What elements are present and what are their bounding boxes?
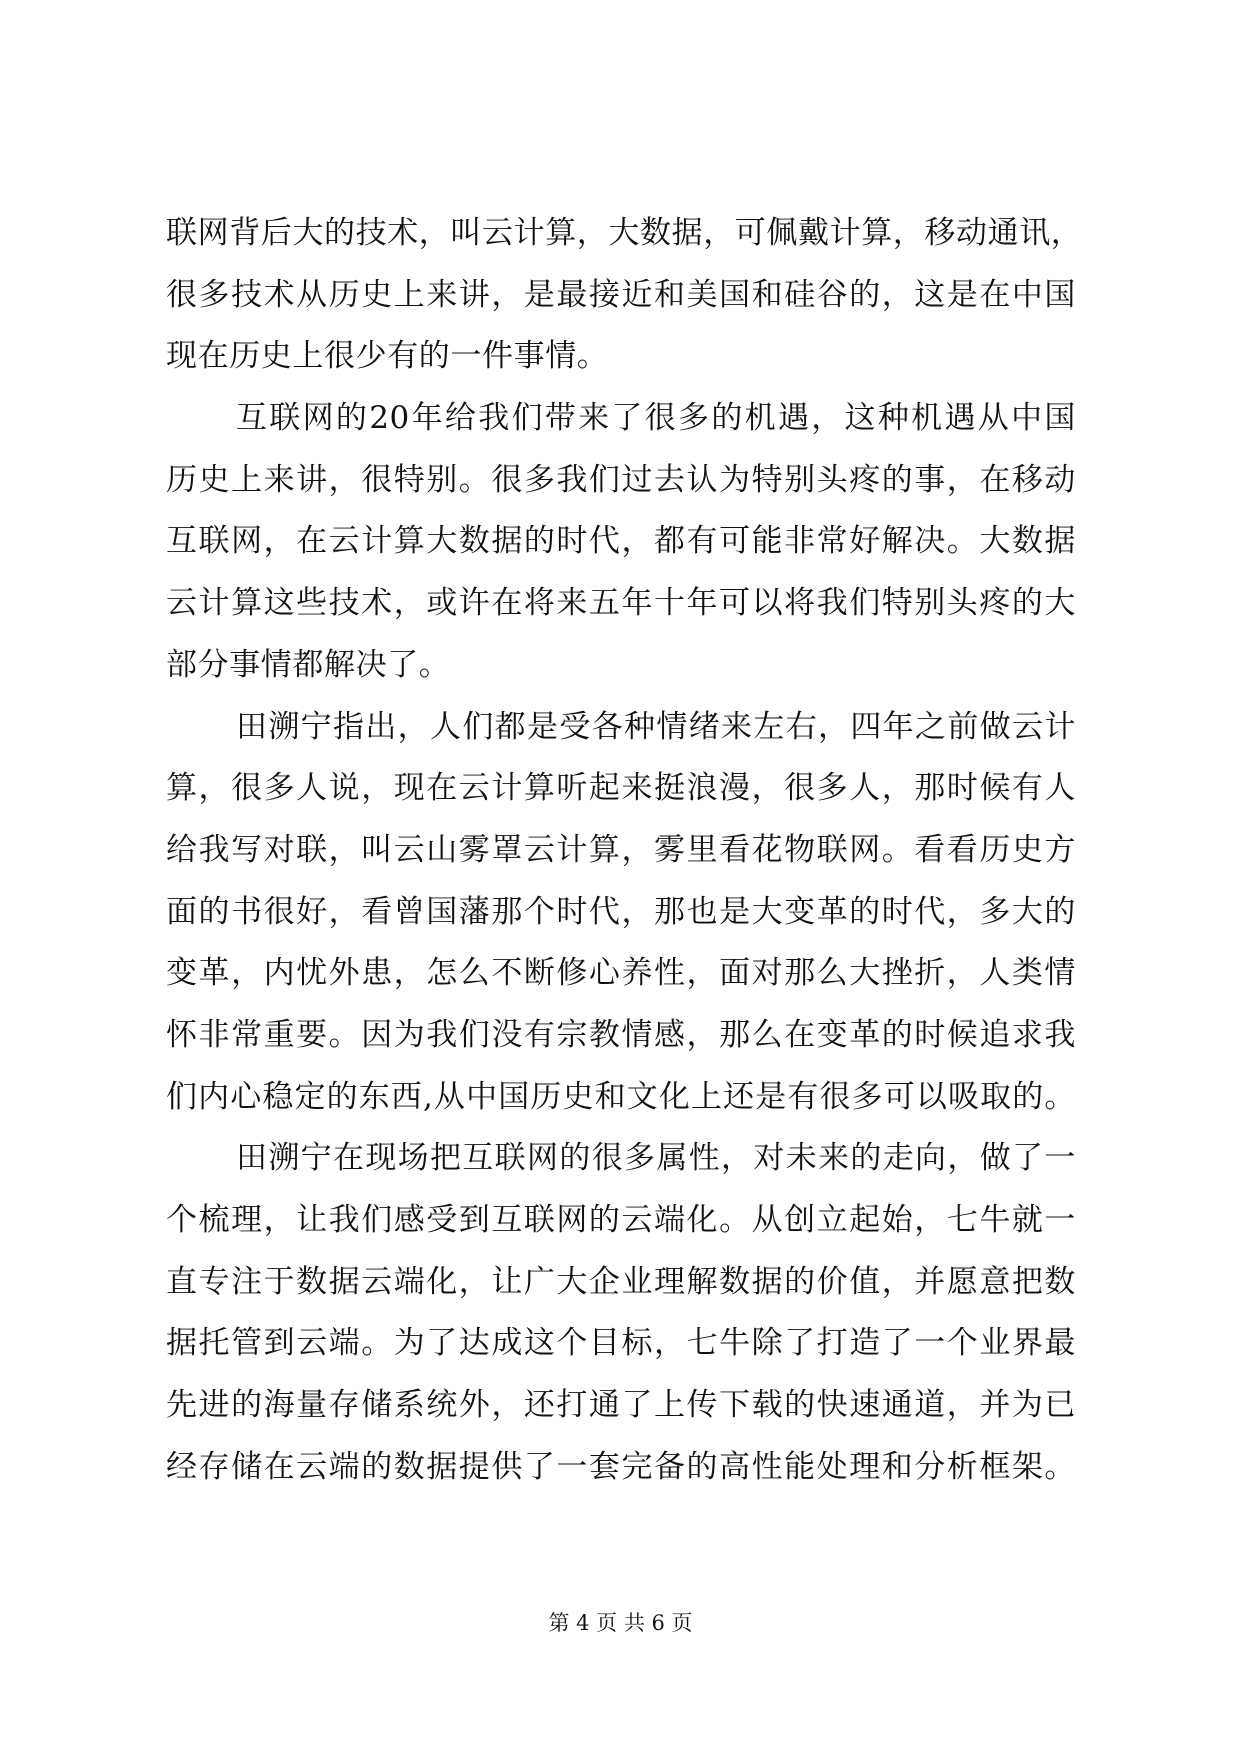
text-line: 历史上来讲，很特别。很多我们过去认为特别头疼的事，在移动 [166,461,1076,498]
text-line: 很多技术从历史上来讲，是最接近和美国和硅谷的，这是在中国 [166,276,1076,313]
text-line: 直专注于数据云端化，让广大企业理解数据的价值，并愿意把数 [166,1263,1076,1300]
text-line: 互联网，在云计算大数据的时代，都有可能非常好解决。大数据 [166,523,1076,560]
text-line: 部分事情都解决了。 [166,646,451,683]
text-line: 先进的海量存储系统外，还打通了上传下载的快速通道，并为已 [166,1387,1076,1424]
text-line: 联网背后大的技术，叫云计算，大数据，可佩戴计算，移动通讯， [166,215,1083,251]
text-line: 怀非常重要。因为我们没有宗教情感，那么在变革的时候追求我 [166,1016,1076,1053]
text-line: 经存储在云端的数据提供了一套完备的高性能处理和分析框架。 [166,1448,1076,1485]
paragraph-first-line: 田溯宁指出，人们都是受各种情绪来左右，四年之前做云计 [236,708,1076,745]
text-line: 据托管到云端。为了达成这个目标，七牛除了打造了一个业界最 [166,1325,1076,1362]
text-line: 算，很多人说，现在云计算听起来挺浪漫，很多人，那时候有人 [166,770,1076,807]
text-line: 们内心稳定的东西,从中国历史和文化上还是有很多可以吸取的。 [166,1078,1076,1115]
text-line: 面的书很好，看曾国藩那个时代，那也是大变革的时代，多大的 [166,893,1076,930]
page-number-footer: 第 4 页 共 6 页 [548,1611,693,1635]
text-line: 变革，内忧外患，怎么不断修心养性，面对那么大挫折，人类情 [166,955,1076,992]
text-line: 现在历史上很少有的一件事情。 [166,338,609,375]
paragraph-first-line: 田溯宁在现场把互联网的很多属性，对未来的走向，做了一 [236,1140,1076,1177]
paragraph-first-line: 互联网的20年给我们带来了很多的机遇，这种机遇从中国 [236,400,1076,437]
body-text [166,203,1083,1498]
text-line: 个梳理，让我们感受到互联网的云端化。从创立起始，七牛就一 [166,1202,1076,1238]
text-line: 给我写对联，叫云山雾罩云计算，雾里看花物联网。看看历史方 [166,831,1076,868]
text-line: 云计算这些技术，或许在将来五年十年可以将我们特别头疼的大 [166,585,1076,622]
